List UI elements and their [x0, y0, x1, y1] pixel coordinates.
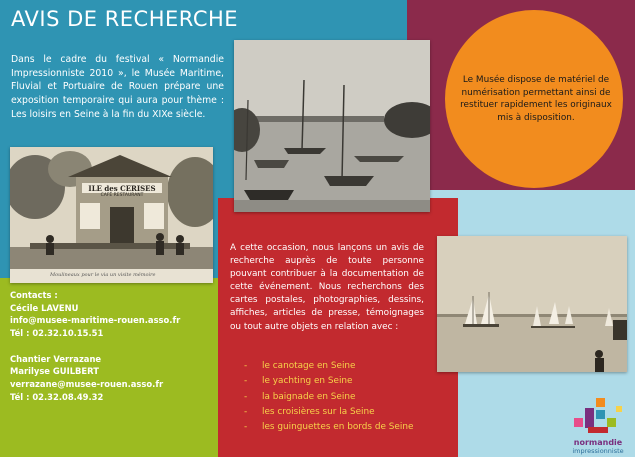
sailboats-photo-illustration	[437, 236, 627, 372]
bullet-dash: -	[244, 361, 248, 371]
circle-text: Le Musée dispose de matériel de numérisation permettant ainsi de restituer rapidement les originaux mis à disposition.	[460, 75, 612, 123]
cafe-sign-sub: CAFÉ RESTAURANT	[100, 193, 144, 198]
logo-mark-icon	[568, 396, 628, 438]
list-item: - les guinguettes en bords de Seine	[244, 420, 413, 435]
river-photo-illustration	[234, 40, 430, 212]
logo-word-impressionniste: impressionniste	[572, 447, 624, 455]
contacts-spacer	[10, 340, 220, 353]
contact-org-2: Chantier Verrazane	[10, 353, 102, 364]
contact-phone-1: Tél : 02.32.10.15.51	[10, 328, 104, 339]
page-title: AVIS DE RECHERCHE	[11, 7, 239, 31]
intro-text: Dans le cadre du festival « Normandie Impressionniste 2010 », le Musée Maritime, Fluvial et Portuaire de Rouen prépare une exposition temporaire qui aura pour thème : Les loisirs en Seine à la fin du XIXe siècle.	[11, 54, 224, 120]
appeal-text: A cette occasion, nous lançons un avis de recherche auprès de toute personne pouvant contribuer à la documentation de cette événement. Nous recherchons des cartes postales, photographies, dessins, affiches, articles de presse, témoignages ou tout autre objets en relation avec :	[230, 243, 424, 332]
contacts-heading: Contacts :	[10, 290, 58, 300]
sailboats-photo	[437, 236, 627, 372]
contacts-block	[10, 289, 220, 403]
list-item: - les croisières sur la Seine	[244, 405, 413, 420]
cafe-photo-illustration	[10, 147, 213, 283]
contact-email-2[interactable]: verrazane@musee-rouen.asso.fr	[10, 378, 164, 389]
cafe-photo	[10, 147, 213, 283]
cafe-sign: ILE des CERISES	[88, 184, 156, 193]
cafe-caption: Moulineaux pour le via un visite mémoire	[50, 272, 156, 278]
contact-email-1[interactable]: info@musee-maritime-rouen.asso.fr	[10, 315, 181, 326]
logo-word-normandie: normandie	[573, 438, 623, 447]
normandie-impressionniste-logo	[568, 396, 628, 454]
list-item: - le canotage en Seine	[244, 359, 413, 374]
bullet-dash: -	[244, 422, 248, 433]
bullet-dash: -	[244, 406, 248, 417]
list-item: - le yachting en Seine	[244, 374, 413, 389]
bullet-dash: -	[244, 376, 248, 387]
bullet-dash: -	[244, 391, 248, 402]
bullet-list	[244, 359, 413, 435]
contact-name-1: Cécile LAVENU	[10, 302, 79, 313]
list-item: - la baignade en Seine	[244, 390, 413, 405]
contact-phone-2: Tél : 02.32.08.49.32	[10, 391, 104, 402]
contact-name-2: Marilyse GUILBERT	[10, 366, 99, 377]
river-boats-photo	[234, 40, 430, 212]
